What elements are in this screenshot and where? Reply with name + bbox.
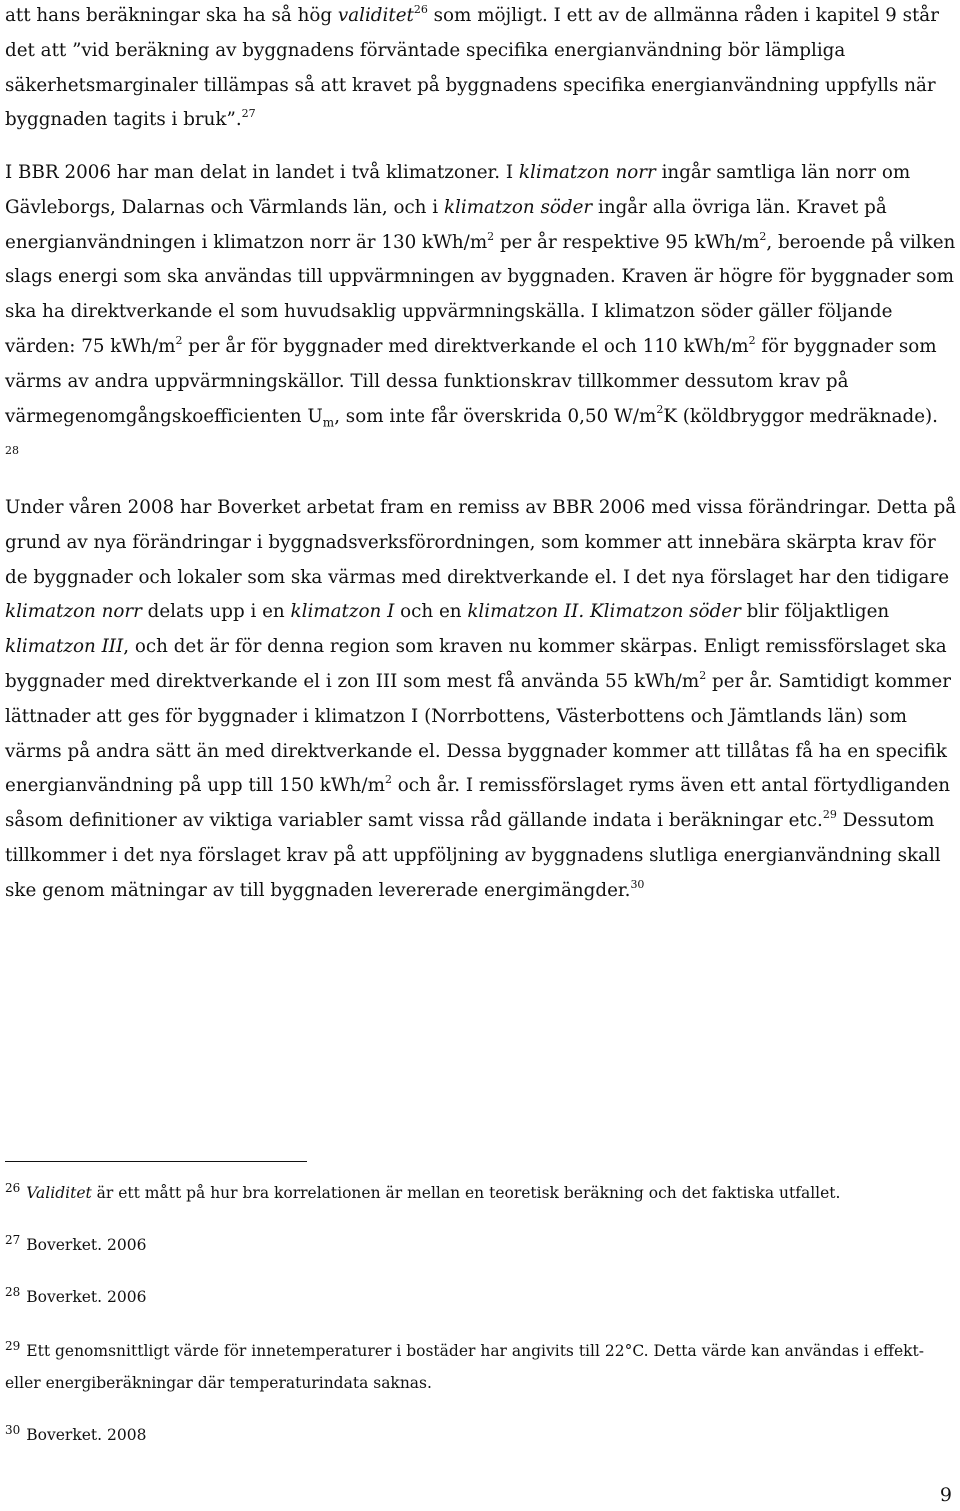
footnote-29 xyxy=(5,1335,955,1399)
italic-term: klimatzon söder xyxy=(443,196,593,218)
footnote-number: 30 xyxy=(5,1422,21,1437)
text-run: Under våren 2008 har Boverket arbetat fram en remiss av BBR 2006 med vissa förändringar. Detta på grund av nya förändringar i byggnadsverksförordningen, som kommer att innebära skärpta krav för de byggnader och lokaler som ska värmas med direktverkande el. I det nya förslaget har den tidigare xyxy=(5,497,957,588)
superscript: 2 xyxy=(748,333,756,347)
text-run: för byggnader som värms av andra uppvärmningskällor. Till dessa funktionskrav tillkommer dessutom krav på värmegenomgångskoefficienten U xyxy=(5,335,937,427)
superscript: 2 xyxy=(384,773,392,787)
subscript: m xyxy=(322,415,335,430)
text-run: , och det är för denna region som kraven nu kommer skärpas. Enligt remissförslaget ska byggnader med direktverkande el i zon III som mest få använda 55 kWh/m xyxy=(5,636,947,692)
italic-term: klimatzon III xyxy=(5,636,124,658)
superscript: 2 xyxy=(759,229,767,243)
paragraph-2 xyxy=(5,156,957,475)
text-run: , som inte får överskrida 0,50 W/m xyxy=(334,405,657,427)
footnote-26 xyxy=(5,1177,955,1209)
footnote-30 xyxy=(5,1419,955,1451)
text-run: och en xyxy=(394,601,468,623)
text-run: , beroende på vilken slags energi som ska användas till uppvärmningen av byggnaden. Kraven är högre för byggnader som ska ha direktverkande el som huvudsaklig uppvärmningskälla. I klimatzon söder gäller följande värden: 75 kWh/m xyxy=(5,231,956,357)
footnote-text: Boverket. 2008 xyxy=(26,1426,147,1444)
footnote-text: Boverket. 2006 xyxy=(26,1236,147,1254)
italic-term: klimatzon norr xyxy=(518,162,656,183)
text-run: K (köldbryggor medräknade). xyxy=(663,405,938,427)
footnote-number: 28 xyxy=(5,1284,21,1299)
footnote-ref-30[interactable]: 30 xyxy=(630,877,645,891)
text-run: Dessutom tillkommer i det nya förslaget krav på att uppföljning av byggnadens slutliga energianvändning skall ske genom mätningar av till byggnaden levererade energimängder. xyxy=(5,810,941,901)
text-run: blir följaktligen xyxy=(740,601,890,623)
superscript: 2 xyxy=(656,403,664,417)
footnote-number: 26 xyxy=(5,1180,21,1195)
footnote-separator xyxy=(5,1161,307,1162)
page-number: 9 xyxy=(939,1484,952,1506)
footnote-text: Boverket. 2006 xyxy=(26,1288,147,1306)
footnote-ref-27[interactable]: 27 xyxy=(241,107,256,121)
text-run: och år. I remissförslaget ryms även ett antal förtydliganden såsom definitioner av viktiga variabler samt vissa råd gällande indata i beräkningar etc. xyxy=(5,775,951,832)
superscript: 2 xyxy=(175,333,183,347)
footnote-number: 27 xyxy=(5,1232,21,1247)
paragraph-3 xyxy=(5,491,957,909)
text-run: I BBR 2006 har man delat in landet i två klimatzoner. I xyxy=(5,162,519,183)
text-run: per år för byggnader med direktverkande el och 110 kWh/m xyxy=(182,335,749,357)
footnote-number: 29 xyxy=(5,1338,21,1353)
italic-term: klimatzon II. Klimatzon söder xyxy=(467,601,741,623)
footnote-ref-26[interactable]: 26 xyxy=(413,2,428,16)
text-run: som möjligt. I ett av de allmänna råden i kapitel 9 står det att ”vid beräkning av byggnadens förväntade specifika energianvändning bör lämpliga säkerhetsmarginaler tillämpas så att kravet på byggnadens specifika energianvändning uppfylls när byggnaden tagits i bruk”. xyxy=(5,5,939,131)
footnote-ref-29[interactable]: 29 xyxy=(822,808,837,822)
text-run: ingår samtliga län norr om Gävleborgs, Dalarnas och Värmlands län, och i xyxy=(5,162,911,218)
italic-term: klimatzon norr xyxy=(5,601,142,623)
footnote-27 xyxy=(5,1229,955,1261)
text-run: delats upp i en xyxy=(141,601,291,623)
text-run: att hans beräkningar ska ha så hög xyxy=(5,5,338,26)
footnote-text: Ett genomsnittligt värde för innetemperaturer i bostäder har angivits till 22°C. Detta värde kan användas i effekt- eller energiberäkningar där temperaturindata saknas. xyxy=(5,1342,925,1392)
text-run: per år respektive 95 kWh/m xyxy=(494,231,760,253)
superscript: 2 xyxy=(487,229,495,243)
footnote-28 xyxy=(5,1281,955,1313)
italic-term: Validitet xyxy=(26,1184,92,1202)
paragraph-1 xyxy=(5,0,957,138)
footnote-ref-28[interactable]: 28 xyxy=(5,443,19,457)
footnote-text: är ett mått på hur bra korrelationen är mellan en teoretisk beräkning och det faktiska utfallet. xyxy=(91,1184,841,1202)
italic-term: validitet xyxy=(337,5,414,26)
italic-term: klimatzon I xyxy=(290,601,395,623)
text-run: per år. Samtidigt kommer lättnader att ges för byggnader i klimatzon I (Norrbottens, Västerbottens och Jämtlands län) som värms på andra sätt än med direktverkande el. Dessa byggnader kommer att tillåtas få ha en specifik energianvändning på upp till 150 kWh/m xyxy=(5,670,951,797)
text-run: ingår alla övriga län. Kravet på energianvändningen i klimatzon norr är 130 kWh/m xyxy=(5,196,887,253)
superscript: 2 xyxy=(699,668,707,682)
